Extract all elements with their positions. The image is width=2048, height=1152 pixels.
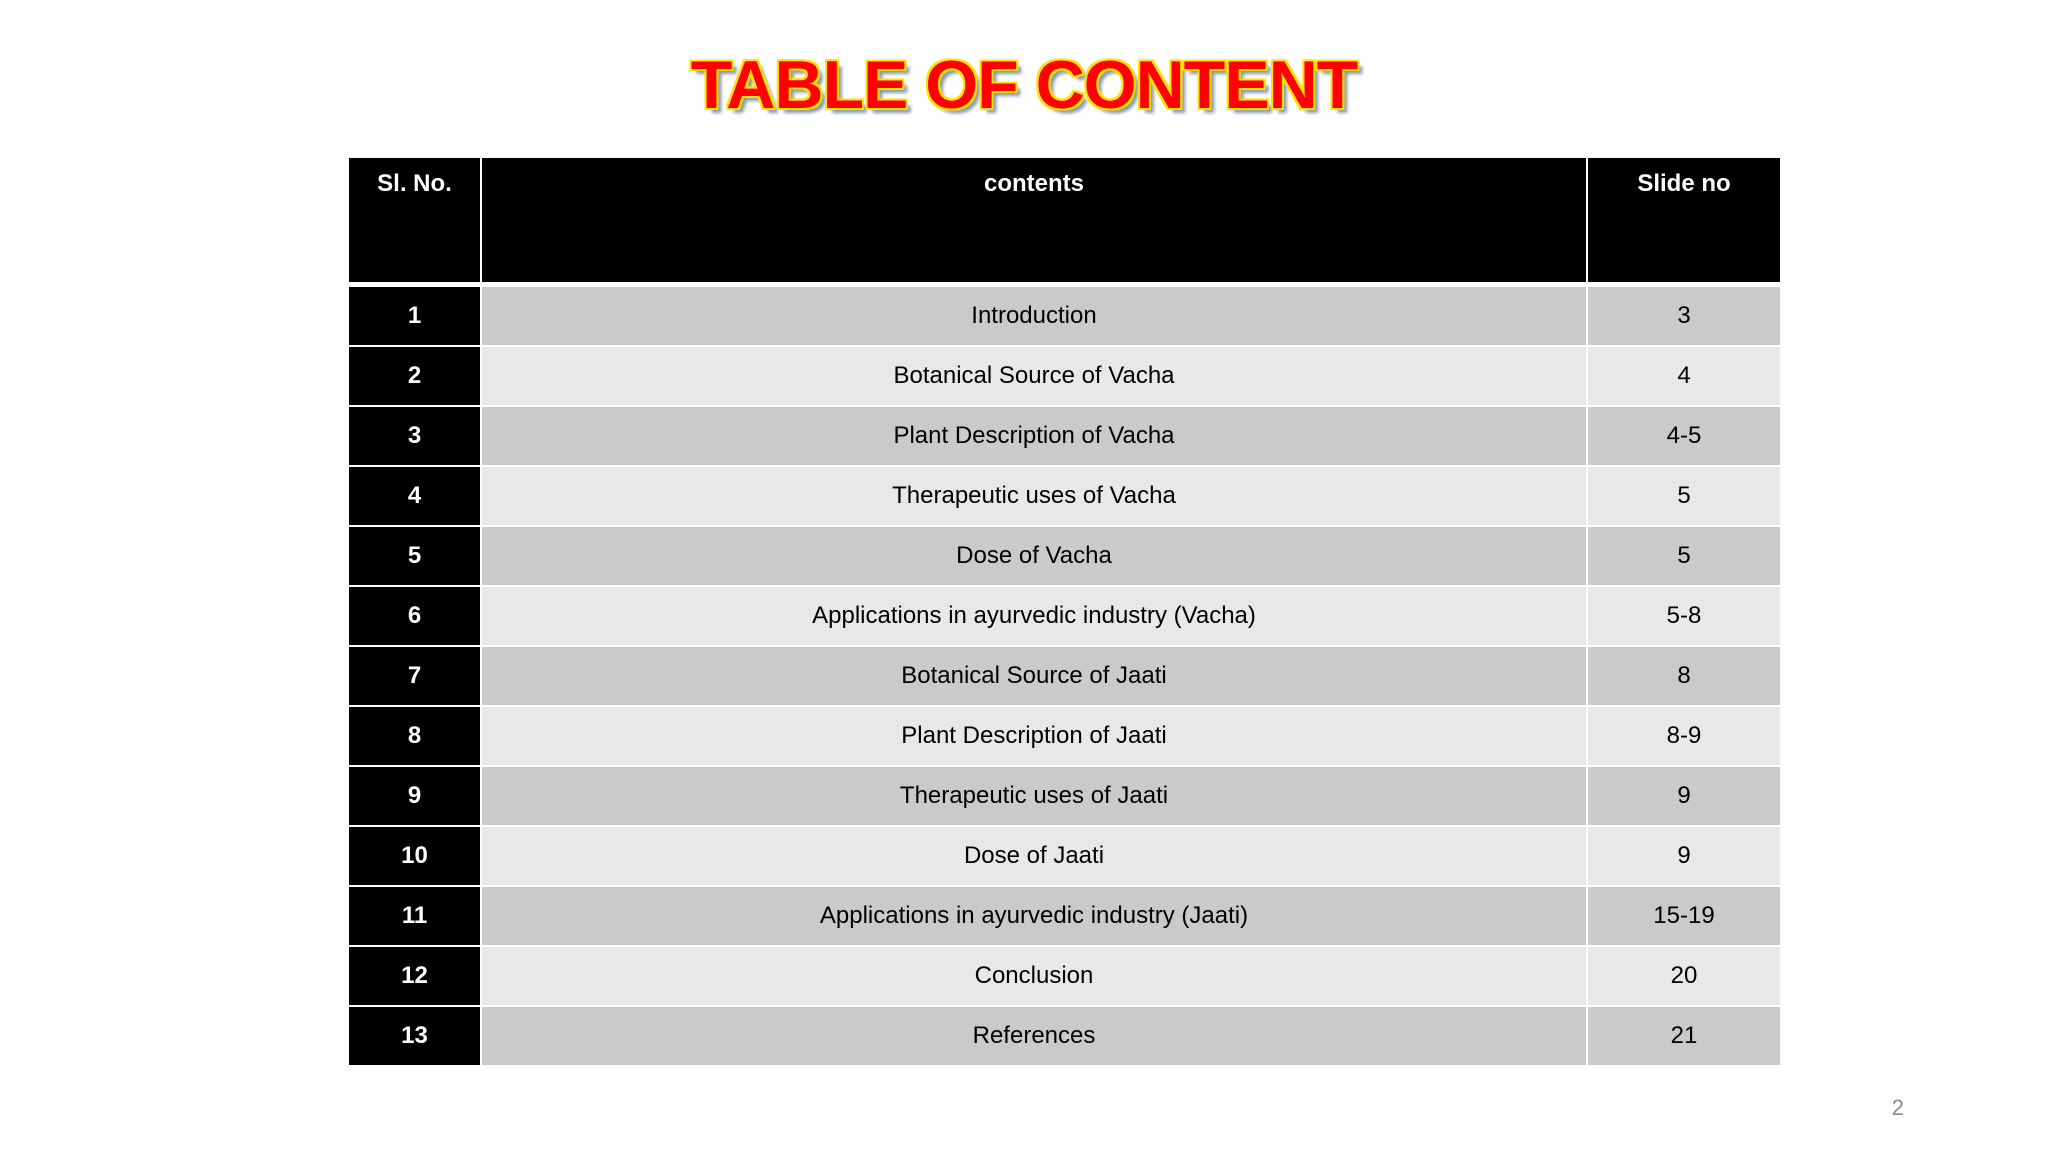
row-number: 4 (348, 466, 481, 526)
table-row (348, 946, 1781, 1006)
row-slide-no: 8-9 (1587, 706, 1781, 766)
table-row (348, 706, 1781, 766)
row-slide-no: 20 (1587, 946, 1781, 1006)
table-row (348, 346, 1781, 406)
row-number: 1 (348, 284, 481, 346)
table-row (348, 586, 1781, 646)
table-row (348, 826, 1781, 886)
table-row (348, 526, 1781, 586)
page-number: 2 (1891, 1095, 1904, 1120)
row-content: Botanical Source of Jaati (481, 646, 1587, 706)
row-number: 5 (348, 526, 481, 586)
row-number: 7 (348, 646, 481, 706)
row-slide-no: 3 (1587, 284, 1781, 346)
slide-title: TABLE OF CONTENT (690, 47, 1358, 123)
row-slide-no: 9 (1587, 826, 1781, 886)
row-content: Botanical Source of Vacha (481, 346, 1587, 406)
row-number: 10 (348, 826, 481, 886)
table-body (348, 284, 1781, 1066)
table-row (348, 466, 1781, 526)
row-number: 3 (348, 406, 481, 466)
row-slide-no: 5-8 (1587, 586, 1781, 646)
row-slide-no: 8 (1587, 646, 1781, 706)
table-row (348, 284, 1781, 346)
row-content: Conclusion (481, 946, 1587, 1006)
row-content: Therapeutic uses of Jaati (481, 766, 1587, 826)
header-sl-no: Sl. No. (348, 157, 481, 284)
header-contents: contents (481, 157, 1587, 284)
row-number: 13 (348, 1006, 481, 1066)
table-row (348, 1006, 1781, 1066)
row-slide-no: 15-19 (1587, 886, 1781, 946)
row-content: Plant Description of Jaati (481, 706, 1587, 766)
row-content: Applications in ayurvedic industry (Vacha) (481, 586, 1587, 646)
row-content: Introduction (481, 284, 1587, 346)
table-row (348, 646, 1781, 706)
row-number: 6 (348, 586, 481, 646)
row-number: 11 (348, 886, 481, 946)
header-slide-no: Slide no (1587, 157, 1781, 284)
row-slide-no: 4 (1587, 346, 1781, 406)
toc-table (347, 156, 1782, 1067)
table-header-row (348, 157, 1781, 284)
row-number: 9 (348, 766, 481, 826)
row-slide-no: 5 (1587, 526, 1781, 586)
row-content: Dose of Vacha (481, 526, 1587, 586)
row-content: References (481, 1006, 1587, 1066)
row-number: 12 (348, 946, 481, 1006)
row-content: Therapeutic uses of Vacha (481, 466, 1587, 526)
row-slide-no: 4-5 (1587, 406, 1781, 466)
row-content: Applications in ayurvedic industry (Jaati) (481, 886, 1587, 946)
row-number: 8 (348, 706, 481, 766)
row-slide-no: 5 (1587, 466, 1781, 526)
row-number: 2 (348, 346, 481, 406)
row-content: Plant Description of Vacha (481, 406, 1587, 466)
table-row (348, 886, 1781, 946)
row-content: Dose of Jaati (481, 826, 1587, 886)
row-slide-no: 9 (1587, 766, 1781, 826)
row-slide-no: 21 (1587, 1006, 1781, 1066)
table-row (348, 766, 1781, 826)
table-row (348, 406, 1781, 466)
